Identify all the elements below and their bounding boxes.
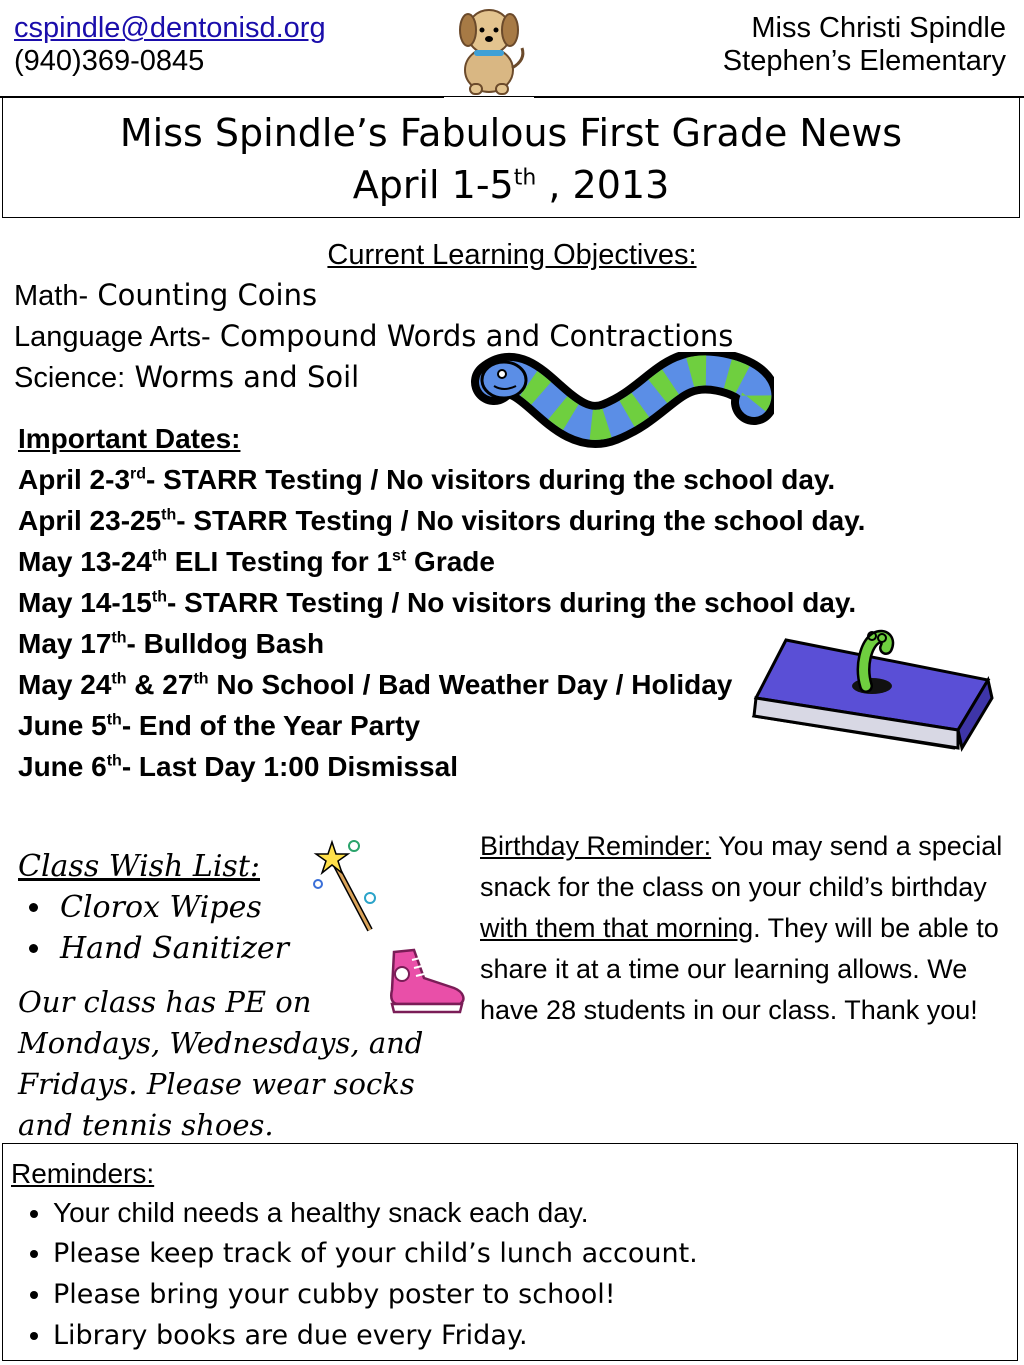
- date-item: May 14-15th- STARR Testing / No visitors during the school day.: [18, 587, 857, 618]
- objectives-heading: Current Learning Objectives:: [327, 239, 697, 271]
- magic-wand-icon: [310, 836, 382, 936]
- puppy-icon: [446, 2, 532, 96]
- date-item: May 13-24th ELI Testing for 1st Grade: [18, 546, 495, 577]
- wish-list-item: • Hand Sanitizer: [54, 928, 289, 969]
- objective-language-arts: Language Arts- Compound Words and Contractions: [14, 319, 734, 353]
- objective-science: Science: Worms and Soil: [14, 360, 360, 394]
- newsletter-date: April 1-5th , 2013: [352, 163, 670, 207]
- date-item: April 23-25th- STARR Testing / No visitors during the school day.: [18, 505, 866, 536]
- reminder-item: • Library books are due every Friday.: [53, 1315, 1009, 1356]
- date-item: April 2-3rd- STARR Testing / No visitors during the school day.: [18, 464, 836, 495]
- date-item: June 5th- End of the Year Party: [18, 710, 421, 741]
- teacher-block: [723, 12, 1006, 78]
- phone-number: (940)369-0845: [14, 45, 205, 77]
- wish-list-item: • Clorox Wipes: [54, 887, 289, 928]
- sneaker-icon: [384, 944, 468, 1018]
- reminder-item: • Your child needs a healthy snack each day.: [53, 1192, 1009, 1233]
- class-wish-list: [18, 846, 289, 969]
- newsletter-title-box: [2, 96, 1020, 218]
- email-link[interactable]: cspindle@dentonisd.org: [14, 12, 326, 44]
- reminder-item: • Please bring your cubby poster to school!: [53, 1274, 1009, 1315]
- objective-math: Math- Counting Coins: [14, 278, 318, 312]
- contact-block: [14, 12, 326, 78]
- dates-heading: Important Dates:: [18, 423, 241, 454]
- wish-list-heading: Class Wish List:: [18, 849, 260, 884]
- reminders-box: [2, 1143, 1018, 1361]
- reminders-heading: Reminders:: [11, 1158, 155, 1189]
- teacher-name: Miss Christi Spindle: [751, 12, 1006, 44]
- date-item: May 17th- Bulldog Bash: [18, 628, 325, 659]
- reminder-item: • Please keep track of your child’s lunch account.: [53, 1233, 1009, 1274]
- date-item: June 6th- Last Day 1:00 Dismissal: [18, 751, 458, 782]
- birthday-label: Birthday Reminder:: [480, 831, 712, 861]
- date-item: May 24th & 27th No School / Bad Weather Day / Holiday: [18, 669, 733, 700]
- pe-note: Our class has PE on Mondays, Wednesdays, and Fridays. Please wear socks and tennis shoes.: [18, 985, 424, 1142]
- birthday-reminder: Birthday Reminder: You may send a special snack for the class on your child’s birthday with them that morning. They will be able to share it at a time our learning allows. We have 28 students in our class. Thank you!: [480, 831, 1003, 1025]
- important-dates: [18, 418, 1008, 787]
- school-name: Stephen’s Elementary: [722, 45, 1006, 77]
- newsletter-title: Miss Spindle’s Fabulous First Grade News: [119, 111, 903, 155]
